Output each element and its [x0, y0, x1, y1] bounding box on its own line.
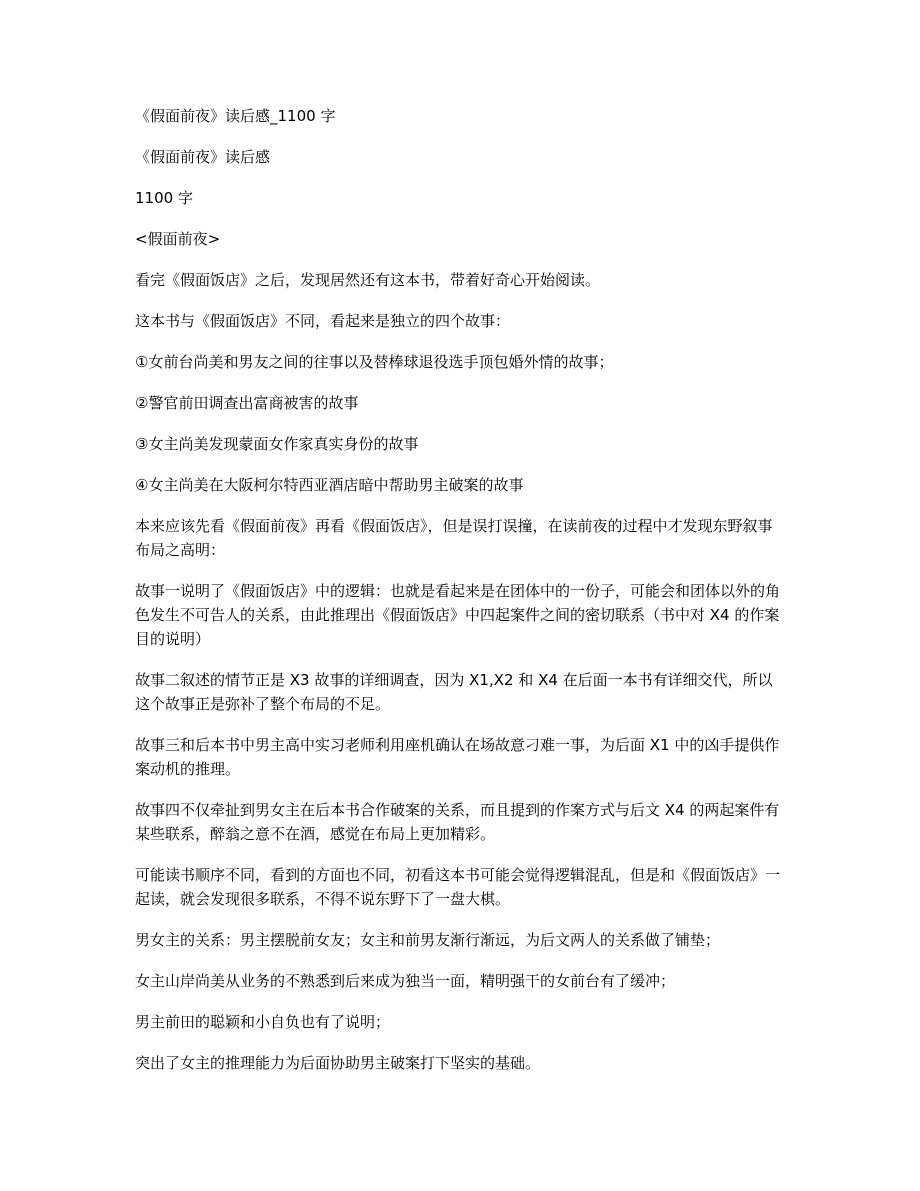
- paragraph: 本来应该先看《假面前夜》再看《假面饭店》，但是误打误撞，在读前夜的过程中才发现东野叙事布局之高明：: [135, 517, 773, 559]
- list-item: ④女主尚美在大阪柯尔特西亚酒店暗中帮助男主破案的故事: [135, 476, 524, 494]
- list-item: ②警官前田调查出富商被害的故事: [135, 394, 359, 412]
- paragraph: 看完《假面饭店》之后，发现居然还有这本书，带着好奇心开始阅读。: [135, 271, 601, 289]
- paragraph: 突出了女主的推理能力为后面协助男主破案打下坚实的基础。: [135, 1054, 541, 1072]
- paragraph: 这本书与《假面饭店》不同，看起来是独立的四个故事：: [135, 312, 511, 330]
- paragraph: 故事四不仅牵扯到男女主在后本书合作破案的关系，而且提到的作案方式与后文 X4 的两起案件有某些联系，醉翁之意不在酒，感觉在布局上更加精彩。: [135, 801, 780, 843]
- list-item: ①女前台尚美和男友之间的往事以及替棒球退役选手顶包婚外情的故事；: [135, 353, 614, 371]
- paragraph: 故事三和后本书中男主高中实习老师利用座机确认在场故意刁难一事，为后面 X1 中的凶手提供作案动机的推理。: [135, 736, 780, 778]
- book-title-line: <假面前夜>: [135, 230, 221, 248]
- paragraph: 可能读书顺序不同，看到的方面也不同，初看这本书可能会觉得逻辑混乱，但是和《假面饭店》一起读，就会发现很多联系，不得不说东野下了一盘大棋。: [135, 866, 781, 908]
- paragraph: 故事二叙述的情节正是 X3 故事的详细调查，因为 X1,X2 和 X4 在后面一本书有详细交代，所以这个故事正是弥补了整个布局的不足。: [135, 671, 773, 713]
- paragraph: 故事一说明了《假面饭店》中的逻辑：也就是看起来是在团体中的一份子，可能会和团体以外的角色发生不可告人的关系，由此推理出《假面饭店》中四起案件之间的密切联系（书中对 X4 的作案目的说明）: [135, 582, 781, 648]
- document-body: [135, 104, 785, 1092]
- paragraph: 男女主的关系：男主摆脱前女友；女主和前男友渐行渐远，为后文两人的关系做了铺垫；: [135, 931, 721, 949]
- list-item: ③女主尚美发现蒙面女作家真实身份的故事: [135, 435, 419, 453]
- paragraph: 女主山岸尚美从业务的不熟悉到后来成为独当一面，精明强干的女前台有了缓冲；: [135, 972, 676, 990]
- word-count-line: 1100 字: [135, 189, 193, 207]
- paragraph: 男主前田的聪颖和小自负也有了说明；: [135, 1013, 391, 1031]
- document-title: 《假面前夜》读后感_1100 字: [135, 107, 336, 125]
- document-subtitle: 《假面前夜》读后感: [135, 148, 271, 166]
